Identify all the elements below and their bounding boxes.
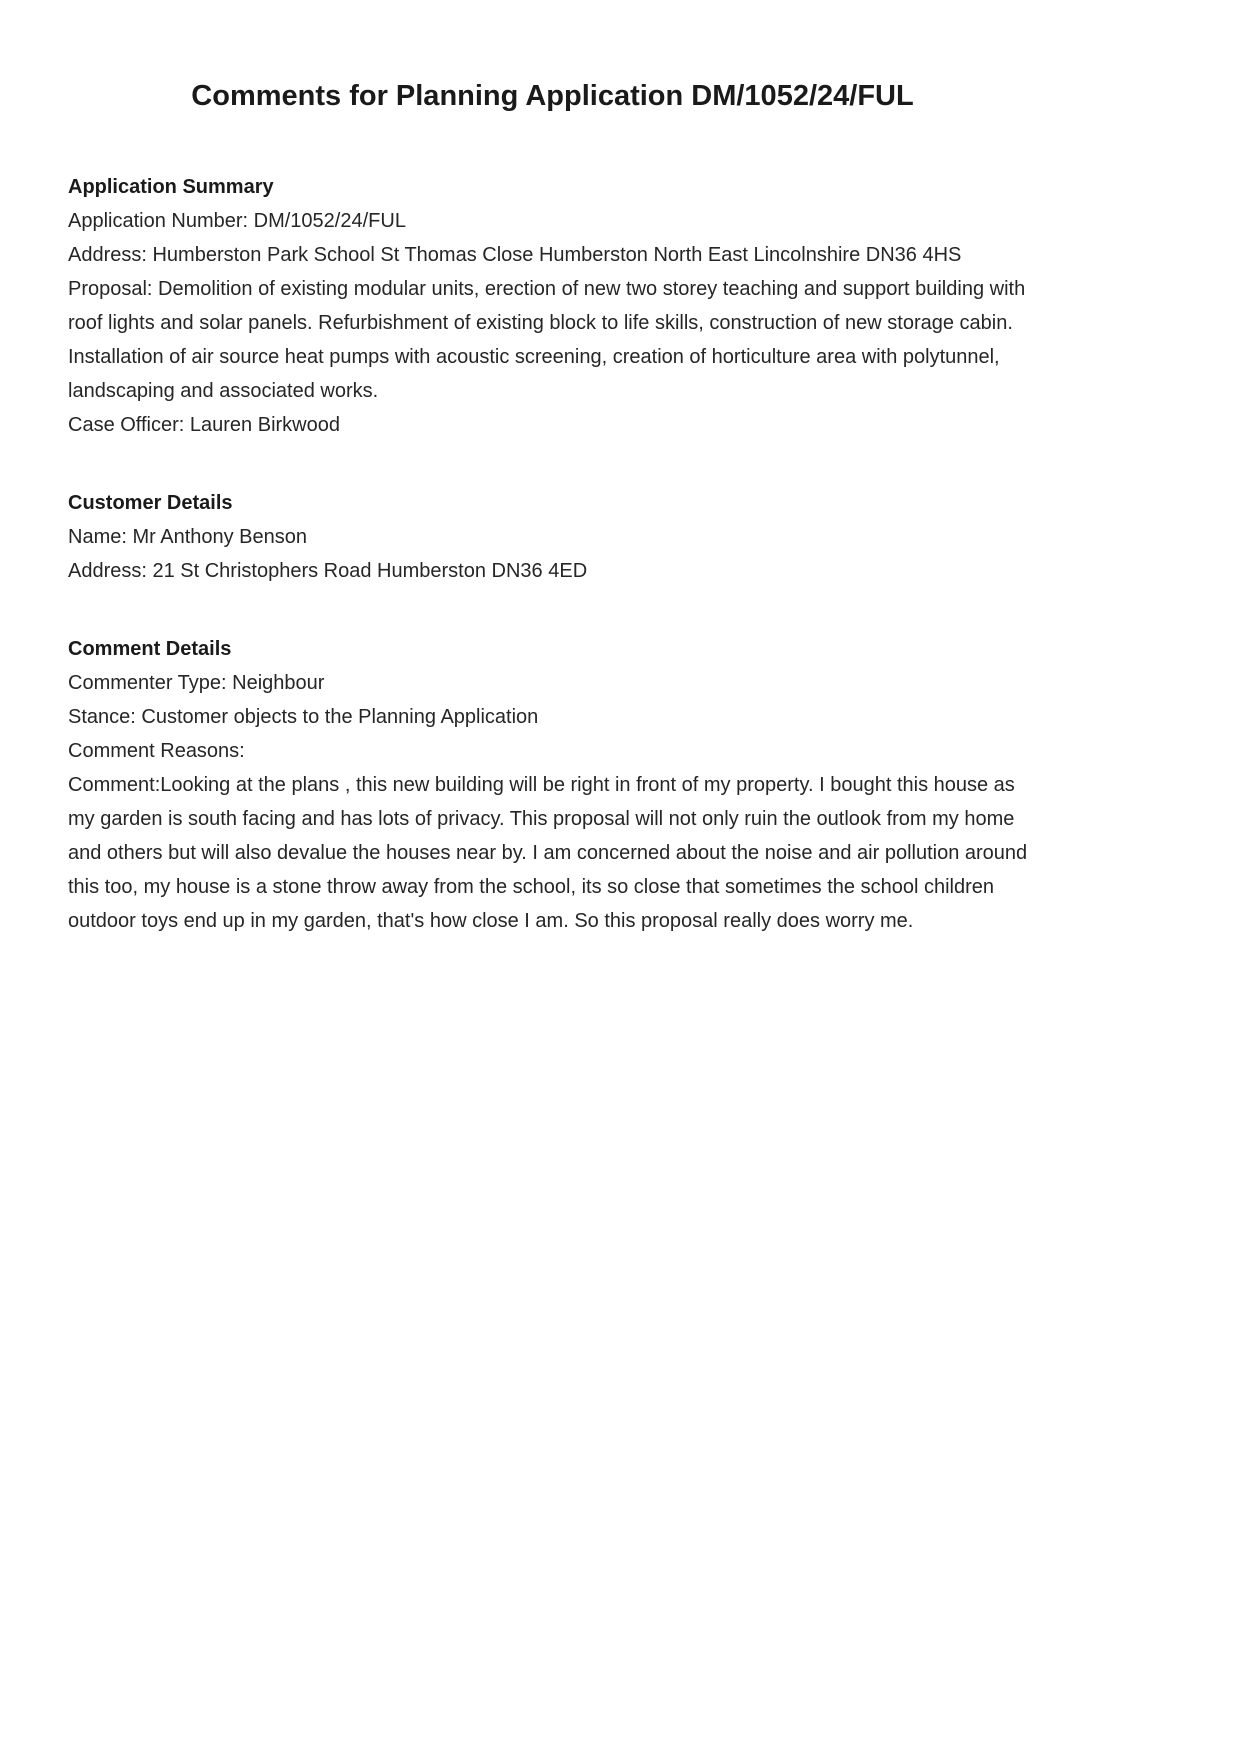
comment-details-heading: Comment Details — [68, 638, 232, 660]
proposal-line: Proposal: Demolition of existing modular units, erection of new two storey teaching and support building with roof lights and solar panels. Refurbishment of existing block to life skills, construction of new storage cabin. Installation of air source heat pumps with acoustic screening, creation of horticulture area with polytunnel, landscaping and associated works. — [68, 278, 1026, 402]
application-summary-heading: Application Summary — [68, 176, 274, 198]
customer-address-line: Address: 21 St Christophers Road Humberston DN36 4ED — [68, 560, 588, 582]
application-address-line: Address: Humberston Park School St Thomas Close Humberston North East Lincolnshire DN36 4HS — [68, 244, 962, 266]
case-officer-line: Case Officer: Lauren Birkwood — [68, 414, 340, 436]
application-number-line: Application Number: DM/1052/24/FUL — [68, 210, 406, 232]
section-comment-details — [68, 632, 1037, 938]
comment-reasons-line: Comment Reasons: — [68, 740, 245, 762]
customer-details-heading: Customer Details — [68, 492, 233, 514]
customer-name-line: Name: Mr Anthony Benson — [68, 526, 308, 548]
commenter-type-line: Commenter Type: Neighbour — [68, 672, 325, 694]
section-customer-details — [68, 486, 1037, 588]
stance-line: Stance: Customer objects to the Planning Application — [68, 706, 539, 728]
page-title: Comments for Planning Application DM/1052/24/FUL — [191, 80, 914, 112]
comment-text: Comment:Looking at the plans , this new building will be right in front of my property. I bought this house as my garden is south facing and has lots of privacy. This proposal will not only ruin the outlook from my home and others but will also devalue the houses near by. I am concerned about the noise and air pollution around this too, my house is a stone throw away from the school, its so close that sometimes the school children outdoor toys end up in my garden, that's how close I am. So this proposal really does worry me. — [68, 774, 1028, 932]
section-application-summary — [68, 170, 1037, 442]
